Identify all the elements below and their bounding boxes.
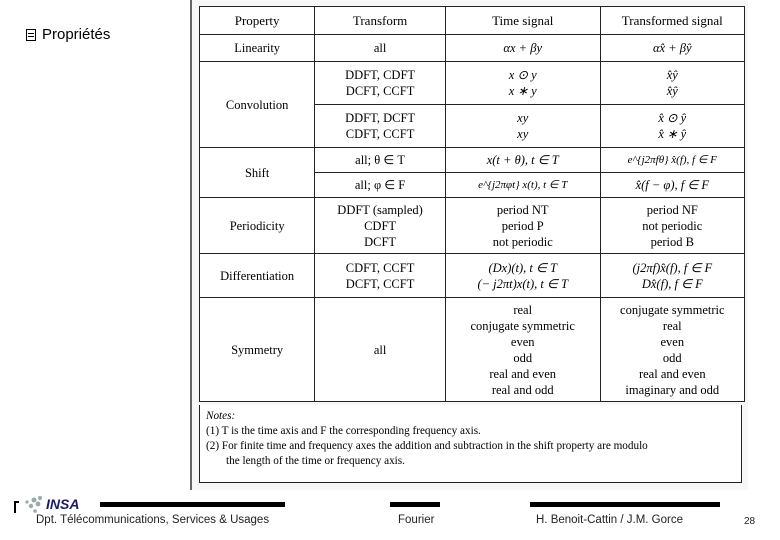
cell-transform — [315, 198, 446, 254]
line: period NT — [496, 202, 549, 217]
cell-freq — [600, 105, 744, 148]
line: odd — [662, 350, 682, 365]
cell-transform — [315, 254, 446, 298]
cell-transform — [315, 62, 446, 105]
line: period P — [501, 218, 544, 233]
line: xy — [517, 127, 529, 141]
header-transformed-signal: Transformed signal — [600, 7, 744, 35]
page-number: 28 — [744, 516, 756, 527]
line: even — [510, 334, 535, 349]
footer-authors: H. Benoit-Cattin / J.M. Gorce — [536, 514, 683, 526]
line: period NF — [646, 202, 698, 217]
line: DCFT, CCFT — [345, 84, 415, 98]
footer-divider — [100, 502, 285, 507]
line: x̂ŷ — [666, 68, 678, 82]
cell-time: αx + βy — [445, 35, 600, 62]
footer-department: Dpt. Télécommunications, Services & Usages — [36, 514, 270, 526]
line: DDFT, DCFT — [345, 111, 416, 125]
cell-transform — [315, 105, 446, 148]
footer-divider — [390, 502, 440, 507]
line: x̂ ∗ ŷ — [658, 127, 687, 141]
cell-time — [445, 254, 600, 298]
list-icon — [26, 29, 36, 41]
line: imaginary and odd — [625, 382, 720, 397]
line: even — [660, 334, 685, 349]
line: odd — [513, 350, 533, 365]
note-2a: (2) For finite time and frequency axes the addition and subtraction in the shift property are modulo — [206, 440, 648, 452]
cell-property: Periodicity — [200, 198, 315, 254]
cell-transform: all — [315, 35, 446, 62]
line: DCFT, CCFT — [345, 276, 415, 291]
line: real — [513, 302, 533, 317]
line: real — [662, 318, 682, 333]
line: not periodic — [492, 234, 553, 249]
row-shift-1 — [200, 148, 745, 173]
cell-property: Symmetry — [200, 298, 315, 402]
table-notes — [199, 405, 742, 483]
slide-title — [26, 26, 110, 43]
line: DDFT (sampled) — [337, 202, 423, 217]
line: DDFT, CDFT — [345, 68, 416, 82]
row-symmetry — [200, 298, 745, 402]
row-periodicity — [200, 198, 745, 254]
line: conjugate symmetric — [470, 318, 575, 333]
line: x̂ ⊙ ŷ — [658, 111, 687, 125]
line: not periodic — [642, 218, 703, 233]
cell-property: Convolution — [200, 62, 315, 148]
header-transform: Transform — [315, 7, 446, 35]
slide-title-text: Propriétés — [42, 26, 111, 43]
line: x ∗ y — [508, 84, 537, 98]
line: (Dx)(t), t ∈ T — [488, 260, 557, 275]
note-2b: the length of the time or frequency axis. — [226, 455, 405, 467]
line: x̂ŷ — [666, 84, 678, 98]
cell-time — [445, 198, 600, 254]
cell-time: x(t + θ), t ∈ T — [445, 148, 600, 173]
line: x ⊙ y — [508, 68, 537, 82]
footer-divider — [530, 502, 720, 507]
line: DCFT — [364, 234, 397, 249]
line: conjugate symmetric — [620, 302, 725, 317]
row-linearity — [200, 35, 745, 62]
row-differentiation — [200, 254, 745, 298]
line: (− j2πt)x(t), t ∈ T — [477, 276, 568, 291]
note-1: (1) T is the time axis and F the corresponding frequency axis. — [206, 425, 481, 437]
line: CDFT — [364, 218, 397, 233]
notes-heading: Notes: — [206, 410, 236, 422]
line: CDFT, CCFT — [345, 127, 415, 141]
line: (j2πf)x̂(f), f ∈ F — [632, 260, 713, 275]
cell-property: Differentiation — [200, 254, 315, 298]
line: real and odd — [491, 382, 554, 397]
footer-topic: Fourier — [398, 514, 435, 526]
cell-time — [445, 105, 600, 148]
cell-freq — [600, 254, 744, 298]
logo-text: INSA — [46, 496, 80, 512]
line: period B — [650, 234, 694, 249]
cell-property: Linearity — [200, 35, 315, 62]
header-property: Property — [200, 7, 315, 35]
cell-transform: all; φ ∈ F — [315, 173, 446, 198]
cell-freq — [600, 62, 744, 105]
cell-freq: αx̂ + βŷ — [600, 35, 744, 62]
cell-freq: x̂(f − φ), f ∈ F — [600, 173, 744, 198]
cell-property: Shift — [200, 148, 315, 198]
row-convolution-1 — [200, 62, 745, 105]
cell-transform: all — [315, 298, 446, 402]
line: xy — [517, 111, 529, 125]
line: Dx̂(f), f ∈ F — [641, 276, 703, 291]
cell-freq — [600, 198, 744, 254]
table-header-row — [200, 7, 745, 35]
cell-transform: all; θ ∈ T — [315, 148, 446, 173]
cell-freq — [600, 298, 744, 402]
line: real and even — [638, 366, 706, 381]
line: real and even — [489, 366, 557, 381]
cell-time — [445, 298, 600, 402]
cell-freq: e^{j2πfθ} x̂(f), f ∈ F — [600, 148, 744, 173]
insa-logo — [14, 494, 94, 516]
properties-table — [199, 6, 745, 402]
cell-time: e^{j2πφt} x(t), t ∈ T — [445, 173, 600, 198]
header-time-signal: Time signal — [445, 7, 600, 35]
cell-time — [445, 62, 600, 105]
line: CDFT, CCFT — [345, 260, 415, 275]
